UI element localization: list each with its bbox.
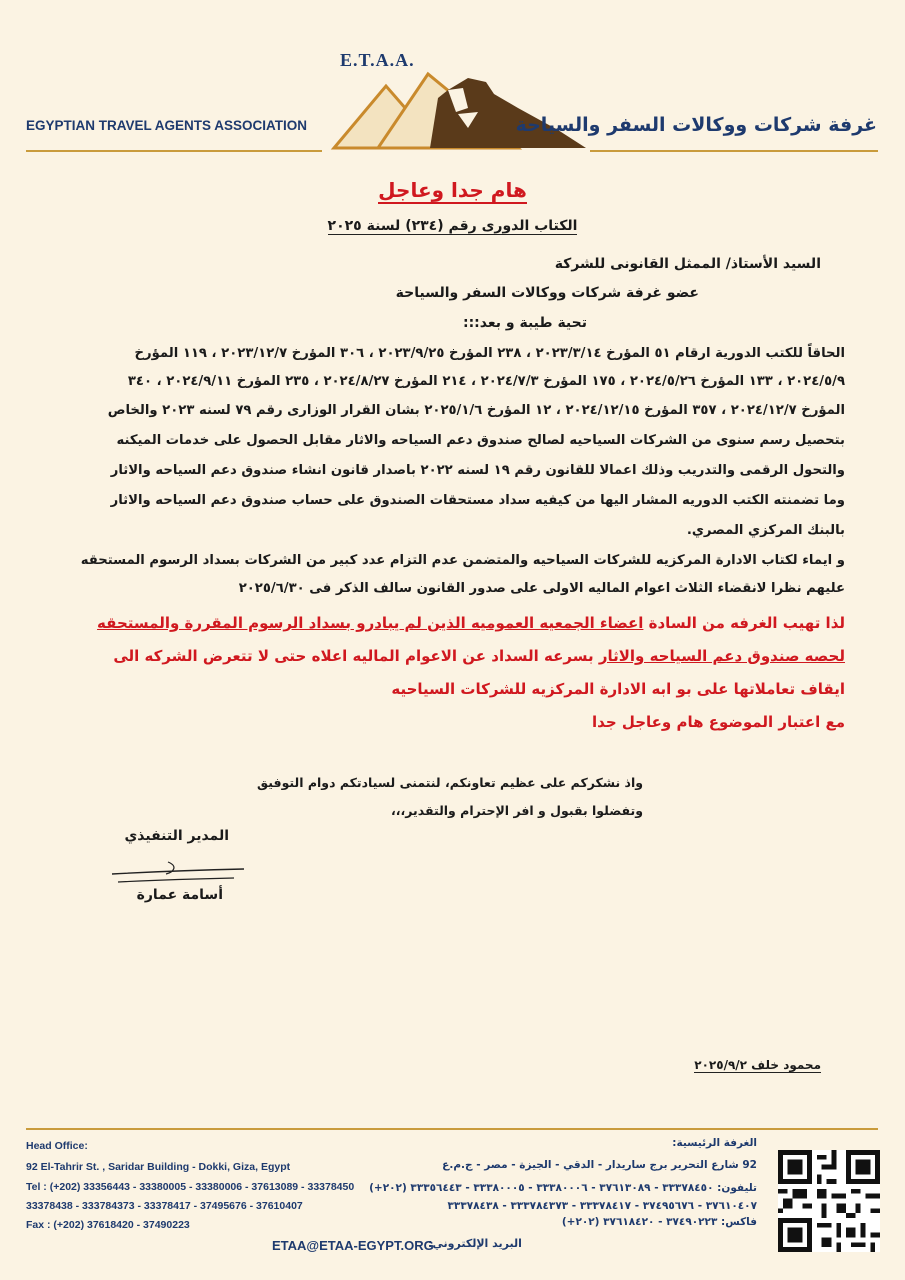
qr-code-icon[interactable] — [778, 1150, 880, 1252]
red-notice-line: لحصه صندوق دعم السياحه والاثار بسرعه السداد عن الاعوام الماليه اعلاه حتى لا تتعرض الشركه الى — [113, 647, 845, 665]
recipient-line: السيد الأستاذ/ الممثل القانونى للشركة — [554, 256, 821, 272]
body-line: الحاقاً للكتب الدورية ارقام ٥١ المؤرخ ٢٠٢٣/٣/١٤ ، ٢٣٨ المؤرخ ٢٠٢٣/٩/٢٥ ، ٣٠٦ المؤرخ ٢٠٢٣/١٢/٧ ، ١١٩ المؤرخ — [134, 346, 845, 361]
email-address[interactable]: ETAA@ETAA-EGYPT.ORG — [272, 1238, 434, 1253]
footer-fax-en: Fax : (+202) 37618420 - 37490223 — [26, 1219, 190, 1231]
body-line: وما تضمنته الكتب الدوريه المشار اليها من كيفيه سداد مستحقات الصندوق على حساب صندوق دعم السياحه والاثار — [110, 493, 845, 508]
red-notice-line: مع اعتبار الموضوع هام وعاجل جدا — [592, 713, 845, 731]
footer-rule — [26, 1128, 878, 1130]
footer-address-en: 92 El-Tahrir St. , Saridar Building - Dokki, Giza, Egypt — [26, 1161, 291, 1173]
header-rule-left — [26, 150, 322, 152]
header-rule-right — [590, 150, 878, 152]
urgent-heading: هام جدا وعاجل — [378, 178, 527, 202]
reference-line: محمود خلف ٢٠٢٥/٩/٢ — [694, 1058, 821, 1072]
red-notice-line: لذا تهيب الغرفه من السادة اعضاء الجمعيه العموميه الذين لم يبادرو بسداد الرسوم المقررة والمستحقه — [97, 614, 845, 632]
body-line: بتحصيل رسم سنوى من الشركات السياحيه لصالح صندوق دعم السياحه والاثار مقابل الحصول على خدمات الميكنه — [116, 433, 845, 448]
red-notice-line: ايقاف تعاملاتها على بو ابه الادارة المركزيه للشركات السياحيه — [391, 680, 845, 698]
footer-tel-en-2: 33378438 - 333784373 - 33378417 - 37495676 - 37610407 — [26, 1200, 303, 1212]
closing-regards: وتفضلوا بقبول و افر الإحترام والتقدير،،، — [391, 803, 643, 818]
english-org-name: EGYPTIAN TRAVEL AGENTS ASSOCIATION — [26, 118, 308, 133]
footer-tel-en: Tel : (+202) 33356443 - 33380005 - 33380006 - 37613089 - 33378450 — [26, 1181, 355, 1193]
member-line: عضو غرفة شركات ووكالات السفر والسياحة — [395, 285, 699, 301]
footer-address-ar: 92 شارع التحرير برج ساريدار - الدقي - الجيزة - مصر - ج.م.ع — [442, 1159, 757, 1171]
handwritten-signature-icon — [108, 852, 248, 892]
signature-title: المدير التنفيذي — [124, 828, 229, 844]
logo-text: E.T.A.A. — [340, 50, 415, 70]
greeting-line: تحية طيبة و بعد::: — [462, 315, 587, 331]
body-line: عليهم نظرا لانقضاء الثلاث اعوام الماليه الاولى على صدور القانون سالف الذكر فى ٢٠٢٥/٦/٣٠ — [238, 581, 845, 596]
email-label: البريد الإلكتروني: — [428, 1237, 522, 1250]
footer-head-office: Head Office: — [26, 1140, 88, 1152]
body-line: ٢٠٢٤/٥/٩ ، ١٣٣ المؤرخ ٢٠٢٤/٥/٢٦ ، ١٧٥ المؤرخ ٢٠٢٤/٧/٣ ، ٢١٤ المؤرخ ٢٠٢٤/٨/٢٧ ، ٢٣٥ المؤرخ ٢٠٢٤/٩/١١ ، ٣٤٠ — [127, 374, 845, 389]
footer-fax-ar: فاكس: ٣٧٤٩٠٢٢٣ - ٣٧٦١٨٤٢٠ (٢٠٢+) — [561, 1216, 757, 1228]
footer-tel-ar-2: ٣٧٦١٠٤٠٧ - ٣٧٤٩٥٦٧٦ - ٣٣٣٧٨٤١٧ - ٣٣٣٧٨٤٣٧٣ - ٣٣٣٧٨٤٣٨ — [447, 1200, 757, 1212]
signature-name: أسامة عمارة — [136, 887, 223, 903]
arabic-org-name: غرفة شركات ووكالات السفر والسياحة — [515, 114, 877, 136]
footer-head-office-ar: الغرفة الرئيسية: — [672, 1137, 757, 1149]
pyramids-logo-icon — [318, 68, 590, 150]
body-line: بالبنك المركزي المصري. — [686, 523, 845, 538]
body-line: و ايماء لكتاب الادارة المركزيه للشركات السياحيه والمتضمن عدم التزام عدد كبير من الشركات بسداد الرسوم المستحقه — [80, 553, 845, 568]
closing-thanks: واذ نشكركم على عظيم تعاونكم، لنتمنى لسيادتكم دوام التوفيق — [257, 775, 643, 790]
body-line: والتحول الرقمى والتدريب وذلك اعمالا للقانون رقم ١٩ لسنه ٢٠٢٢ باصدار قانون انشاء صندوق دعم السياحه والاثار — [110, 463, 845, 478]
circular-number: الكتاب الدورى رقم (٢٣٤) لسنة ٢٠٢٥ — [327, 218, 578, 234]
footer-tel-ar: تليفون: ٣٣٣٧٨٤٥٠ - ٣٧٦١٣٠٨٩ - ٣٣٣٨٠٠٠٦ - ٣٣٣٨٠٠٠٥ - ٣٣٣٥٦٤٤٣ (٢٠٢+) — [369, 1182, 757, 1194]
body-line: المؤرخ ٢٠٢٤/١٢/٧ ، ٣٥٧ المؤرخ ٢٠٢٤/١٢/١٥ ، ١٢ المؤرخ ٢٠٢٥/١/٦ بشان القرار الوزارى رقم ٧٩ لسنه ٢٠٢٣ والخاص — [107, 403, 845, 418]
